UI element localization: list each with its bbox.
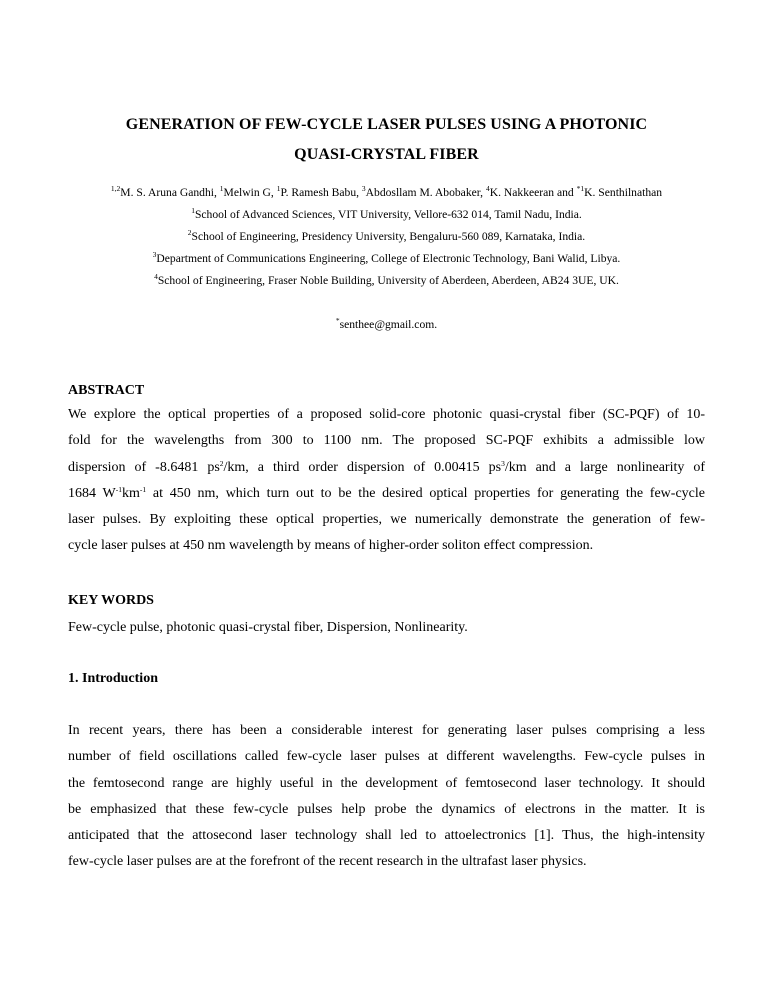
affiliation-1-marker: 1 [191,206,195,215]
keywords-line: Few-cycle pulse, photonic quasi-crystal fiber, Dispersion, Nonlinearity. [68,620,468,635]
intro-line-4: be emphasized that these few-cycle pulses help probe the dynamics of electrons in the matter. It is [68,801,705,817]
keywords-text [68,615,705,641]
abstract-line-4-sup-2: -1 [139,484,147,494]
abstract-line-2: fold for the wavelengths from 300 to 1100 nm. The proposed SC-PQF exhibits a admissible low [68,433,705,449]
affiliation-2-marker: 2 [187,228,192,237]
intro-line-2: number of field oscillations called few-cycle laser pulses at different wavelengths. Few-cycle pulses in [68,749,705,765]
abstract-heading: ABSTRACT [68,383,145,398]
abstract-line-4-a: 1684 W [68,485,116,501]
abstract-line-3-a: dispersion of -8.6481 ps [68,459,220,475]
author-3-name: P. Ramesh Babu, [280,186,362,199]
abstract-line-3-c: /km and a large nonlinearity of [504,459,705,475]
affiliation-1-text: School of Advanced Sciences, VIT University, Vellore-632 014, Tamil Nadu, India. [194,208,582,221]
affiliation-3-text: Department of Communications Engineering, College of Electronic Technology, Bani Walid, Libya. [156,252,621,265]
author-1-affiliation: 1,2 [110,184,121,193]
author-2-name: Melwin G, [223,186,277,199]
author-5-affiliation: 4 [485,184,490,193]
affiliation-4-text: School of Engineering, Fraser Noble Building, University of Aberdeen, Aberdeen, AB24 3UE, UK. [157,274,619,287]
abstract-line-3-b: /km, a third order dispersion of 0.00415 ps [223,459,502,475]
author-4-name: Abdosllam M. Abobaker, [365,186,486,199]
intro-line-3: the femtosecond range are highly useful in the development of femtosecond laser technology. It should [68,775,705,791]
author-2-affiliation: 1 [219,184,224,193]
author-6-name: K. Senthilnathan [584,186,663,199]
abstract-line-1: We explore the optical properties of a proposed solid-core photonic quasi-crystal fiber (SC-PQF) of 10- [68,407,705,422]
affiliation-3-marker: 3 [152,250,157,259]
affiliation-4-marker: 4 [154,272,158,281]
intro-line-6: few-cycle laser pulses are at the forefront of the recent research in the ultrafast laser physics. [68,854,587,870]
intro-line-5: anticipated that the attosecond laser technology shall led to attoelectronics [1]. Thus, the high-intensity [68,828,705,844]
affiliation-2 [40,230,733,243]
keywords-heading: KEY WORDS [68,593,154,608]
section-1-heading: 1. Introduction [68,671,158,686]
author-4-affiliation: 3 [361,184,366,193]
abstract-body [68,402,705,560]
abstract-line-4 [68,481,705,507]
paper-title-line-1: GENERATION OF FEW-CYCLE LASER PULSES USING A PHOTONIC [125,116,648,133]
affiliation-3 [40,252,733,265]
corresponding-email [40,318,733,331]
intro-line-1: In recent years, there has been a considerable interest for generating laser pulses comprising a less [68,723,705,738]
abstract-line-3 [68,455,705,481]
abstract-line-5: laser pulses. By exploiting these optical properties, we numerically demonstrate the generation of few- [68,512,705,528]
introduction-body [68,718,705,876]
affiliation-4 [40,274,733,287]
affiliation-2-text: School of Engineering, Presidency University, Bengaluru-560 089, Karnataka, India. [191,230,586,243]
email-text: senthee@gmail.com. [339,318,438,331]
author-5-name: K. Nakkeeran and [489,186,577,199]
email-marker: * [335,316,340,325]
abstract-line-4-c: at 450 nm, which turn out to be the desired optical properties for generating the few-cycle [146,485,705,501]
author-6-affiliation: *1 [576,184,585,193]
author-list [40,186,733,199]
affiliation-1 [40,208,733,221]
author-3-affiliation: 1 [276,184,281,193]
abstract-line-4-b: km [121,485,140,501]
paper-title-line-2: QUASI-CRYSTAL FIBER [294,146,479,163]
abstract-line-3-sup-2: 3 [501,458,505,468]
abstract-line-3-sup-1: 2 [219,458,224,468]
abstract-line-6: cycle laser pulses at 450 nm wavelength by means of higher-order soliton effect compression. [68,538,594,554]
abstract-line-4-sup-1: -1 [115,484,122,494]
author-1-name: M. S. Aruna Gandhi, [120,186,220,199]
